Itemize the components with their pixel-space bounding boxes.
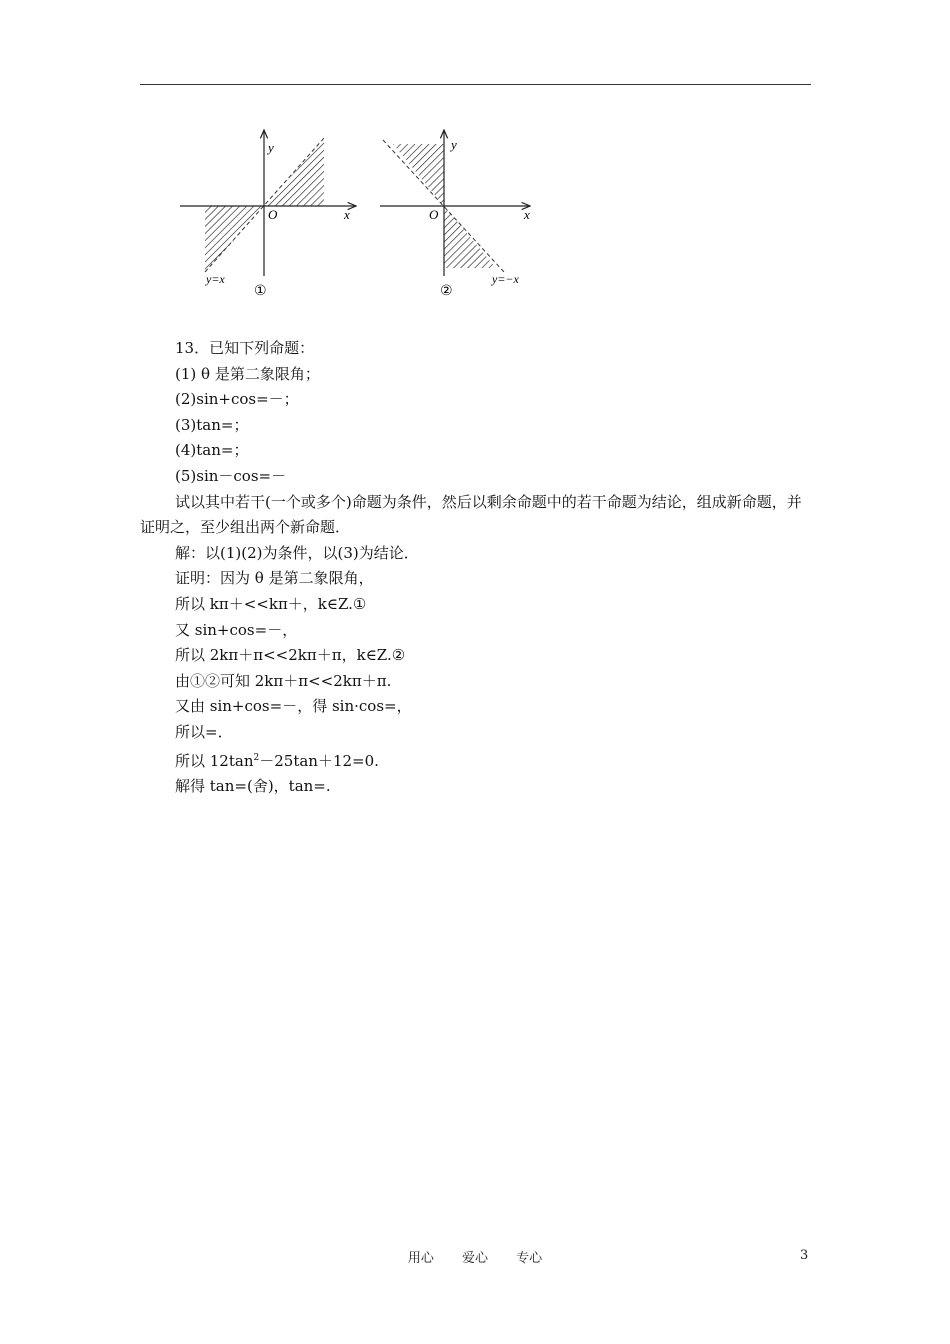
figure-2-origin-label: O — [429, 207, 439, 222]
footer-motto: 用心 爱心 专心 — [407, 1251, 543, 1266]
figure-1-origin-label: O — [268, 207, 278, 222]
solution-line-1: 解：以(1)(2)为条件，以(3)为结论． — [175, 543, 419, 562]
problem-task: 试以其中若干(一个或多个)命题为条件，然后以剩余命题中的若干命题为结论，组成新命题，并证明之，至少组出两个新命题． — [140, 492, 802, 537]
problem-heading: 13．已知下列命题： — [175, 339, 315, 357]
proposition-1: (1) θ 是第二象限角； — [175, 364, 320, 383]
figure-1-number: ① — [254, 283, 267, 299]
proposition-5: (5)sin－cos=－ — [175, 466, 287, 485]
proposition-2: (2)sin+cos=－； — [175, 390, 299, 409]
figure-2-line-label: y=−x — [492, 272, 519, 286]
solution-line-9 — [140, 746, 811, 775]
solution-line-9-exponent: 2 — [253, 752, 260, 763]
solution-line-10: 解得 tan=(舍)，tan=. — [175, 777, 331, 796]
page-number: 3 — [800, 1248, 809, 1263]
figure-2-number: ② — [440, 283, 453, 299]
solution-line-9-end: －25tan＋12=0. — [259, 751, 379, 770]
figure-1 — [180, 130, 356, 299]
solution-line-4: 又 sin+cos=－， — [175, 620, 298, 639]
figure-2-shaded-region-q2 — [393, 144, 444, 206]
solution-line-6: 由①②可知 2kπ＋π<<2kπ＋π. — [175, 671, 392, 690]
figure-2-y-label: y — [451, 137, 457, 152]
solution-line-8: 所以=． — [175, 722, 233, 741]
figure-2-x-label: x — [524, 207, 530, 222]
proposition-4: (4)tan=； — [175, 441, 249, 460]
figure-1-y-label: y — [268, 140, 274, 155]
solution-line-7: 又由 sin+cos=－，得 sin·cos=， — [175, 697, 412, 716]
problem-13 — [140, 336, 811, 800]
solution-line-2: 证明：因为 θ 是第二象限角， — [175, 569, 374, 588]
solution-line-9-start: 所以 12tan — [175, 751, 254, 770]
solution-line-3: 所以 kπ＋<<kπ＋，k∈Z.① — [175, 594, 367, 613]
proposition-3: (3)tan=； — [175, 415, 249, 434]
solution-line-5: 所以 2kπ＋π<<2kπ＋π，k∈Z.② — [175, 646, 406, 665]
quadrant-figures — [0, 120, 950, 310]
header-rule — [140, 84, 811, 85]
figure-1-line-label: y=x — [206, 272, 225, 286]
figure-2 — [380, 130, 530, 299]
figure-1-x-label: x — [344, 207, 350, 222]
